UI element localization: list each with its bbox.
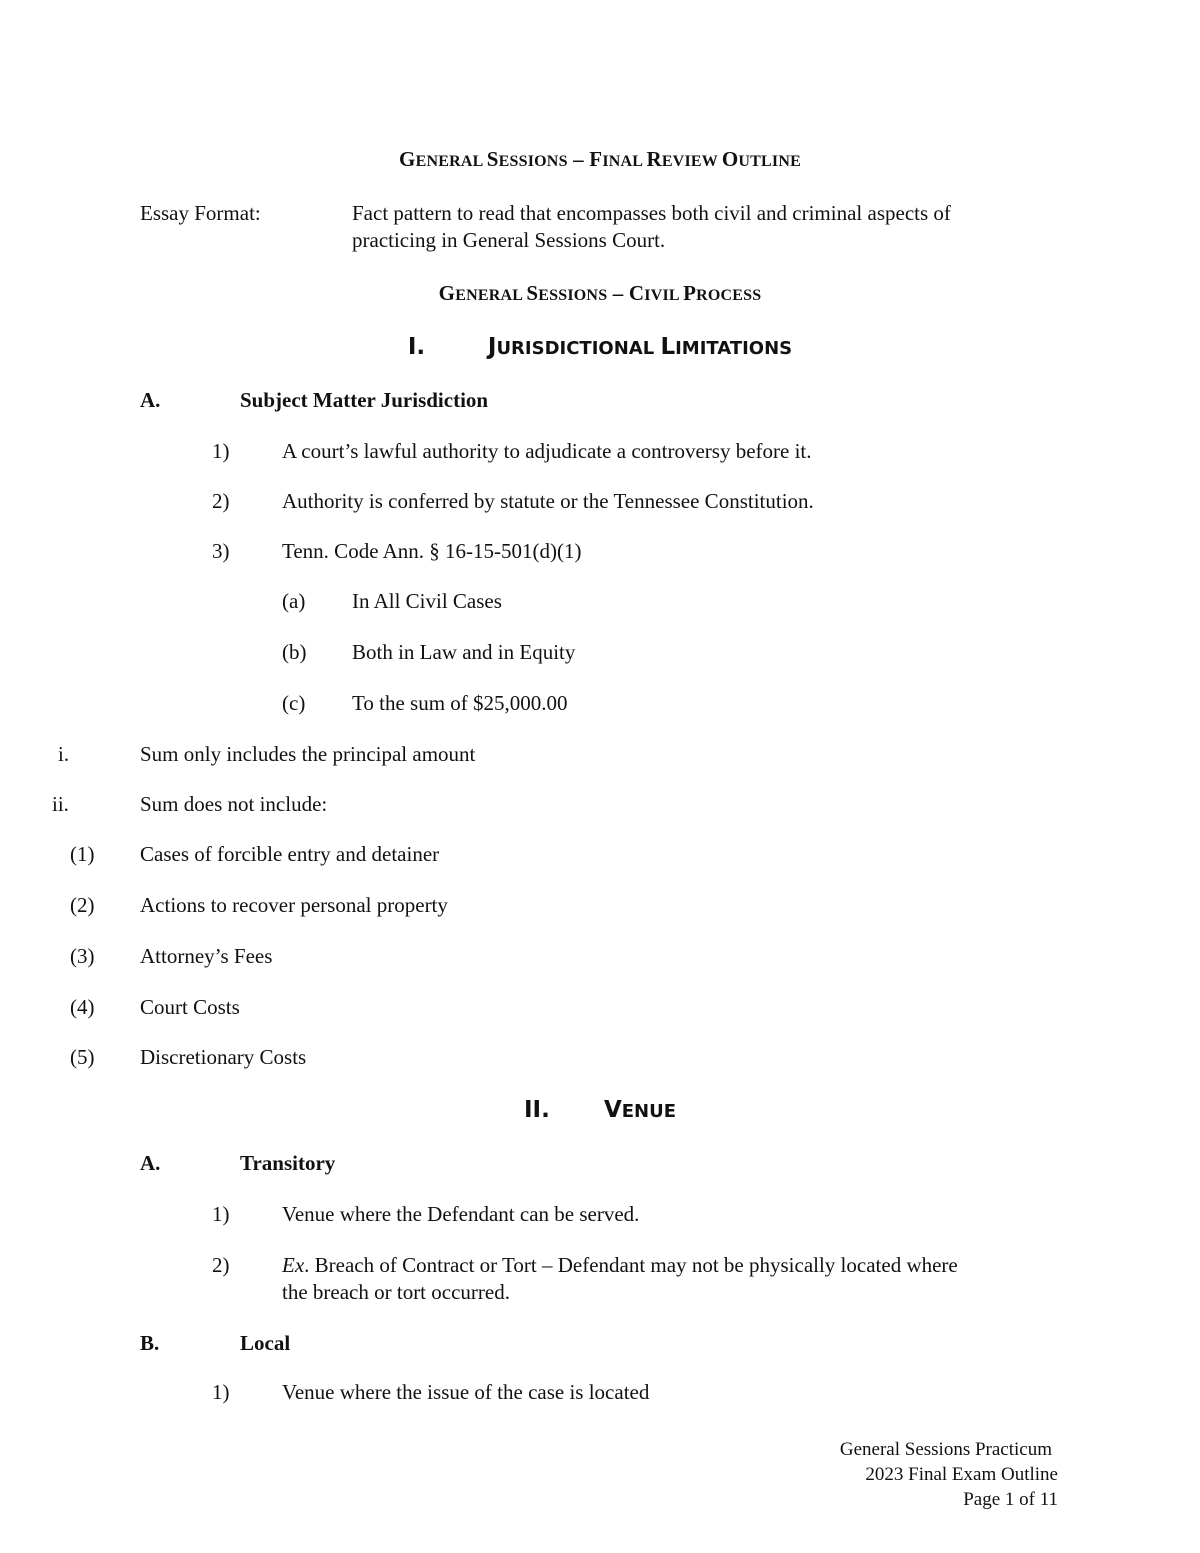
subsection-letter: A. <box>140 1151 161 1175</box>
list-item-number: 1) <box>212 1380 230 1404</box>
subsection-letter: B. <box>140 1331 160 1355</box>
excluded-item-number: (2) <box>70 893 95 917</box>
excluded-item-number: (3) <box>70 944 95 968</box>
list-item-number: 1) <box>212 1202 230 1226</box>
subsection-letter: A. <box>140 388 161 412</box>
excluded-item-text: Discretionary Costs <box>140 1045 307 1069</box>
sub-item-number: (b) <box>282 640 307 664</box>
list-item-text-continuation: the breach or tort occurred. <box>282 1280 510 1304</box>
list-item-text: A court’s lawful authority to adjudicate a controversy before it. <box>282 439 812 463</box>
excluded-item-text: Cases of forcible entry and detainer <box>140 842 440 866</box>
essay-format-text-line1: Fact pattern to read that encompasses both civil and criminal aspects of <box>352 201 951 225</box>
excluded-item-number: (1) <box>70 842 95 866</box>
sub-item-number: (c) <box>282 691 306 715</box>
subsection-title-subject-matter: Subject Matter Jurisdiction <box>240 388 489 412</box>
list-item-text: Tenn. Code Ann. § 16-15-501(d)(1) <box>282 539 582 563</box>
section-heading-venue: II. VENUE <box>523 1097 677 1123</box>
list-item-number: 1) <box>212 439 230 463</box>
roman-item-text: Sum does not include: <box>140 792 328 816</box>
document-title: GENERAL SESSIONS – FINAL REVIEW OUTLINE <box>399 147 801 171</box>
list-item-text: Venue where the Defendant can be served. <box>282 1202 640 1226</box>
list-item-number: 3) <box>212 539 230 563</box>
excluded-item-number: (4) <box>70 995 95 1019</box>
list-item-text: Venue where the issue of the case is located <box>282 1380 650 1404</box>
list-item-number: 2) <box>212 1253 230 1277</box>
sub-item-text: In All Civil Cases <box>352 589 502 613</box>
essay-format-label: Essay Format: <box>140 201 261 225</box>
list-item-text: Ex. Breach of Contract or Tort – Defendant may not be physically located where <box>282 1253 958 1277</box>
list-item-text: Authority is conferred by statute or the Tennessee Constitution. <box>282 489 814 513</box>
excluded-item-number: (5) <box>70 1045 95 1069</box>
sub-item-text: Both in Law and in Equity <box>352 640 576 664</box>
roman-item-number: i. <box>58 742 70 766</box>
essay-format-text-line2: practicing in General Sessions Court. <box>352 228 666 252</box>
subsection-title-transitory: Transitory <box>240 1151 336 1175</box>
footer-course-name: General Sessions Practicum <box>839 1439 1052 1460</box>
sub-item-text: To the sum of $25,000.00 <box>352 691 568 715</box>
roman-item-number: ii. <box>52 792 69 816</box>
excluded-item-text: Attorney’s Fees <box>140 944 273 968</box>
subsection-title-local: Local <box>240 1331 291 1355</box>
list-item-number: 2) <box>212 489 230 513</box>
footer-page-number: Page 1 of 11 <box>963 1489 1058 1510</box>
roman-item-text: Sum only includes the principal amount <box>140 742 476 766</box>
section-heading-jurisdictional-limitations: I. JURISDICTIONAL LIMITATIONS <box>407 334 793 360</box>
excluded-item-text: Court Costs <box>140 995 240 1019</box>
footer-document-name: 2023 Final Exam Outline <box>865 1464 1058 1485</box>
civil-process-title: GENERAL SESSIONS – CIVIL PROCESS <box>438 281 762 305</box>
excluded-item-text: Actions to recover personal property <box>140 893 448 917</box>
sub-item-number: (a) <box>282 589 306 613</box>
